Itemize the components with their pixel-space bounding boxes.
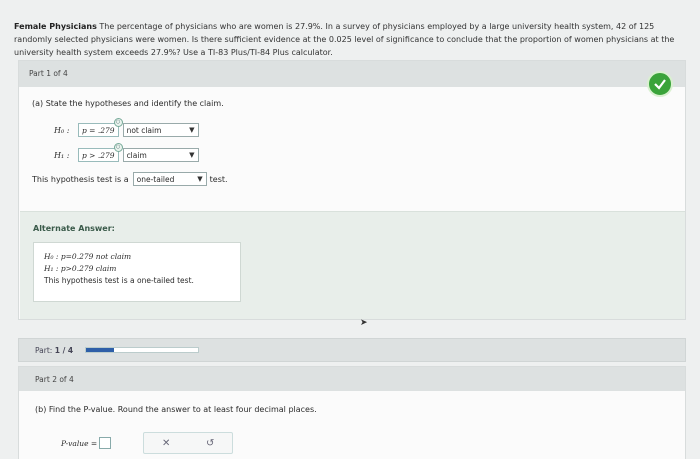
alternative-hypothesis-expression[interactable]: p > .279 ○ bbox=[78, 148, 119, 162]
pvalue-row bbox=[61, 432, 669, 454]
part-1-header: Part 1 of 4 bbox=[19, 61, 685, 87]
alternate-answer-box bbox=[33, 242, 241, 302]
alternate-line-2: H₁ : p>0.279 claim bbox=[44, 264, 117, 273]
progress-track bbox=[85, 347, 199, 353]
part-1-card bbox=[18, 60, 686, 320]
pvalue-label: P-value = bbox=[61, 438, 98, 448]
null-hypothesis-expression[interactable]: p = .279 ○ bbox=[78, 123, 119, 137]
problem-statement bbox=[14, 20, 690, 59]
correct-check-icon bbox=[647, 71, 673, 97]
part-2-header: Part 2 of 4 bbox=[19, 367, 685, 391]
tail-select[interactable]: one-tailed ▼ bbox=[133, 172, 207, 186]
alternate-line-1: H₀ : p=0.279 not claim bbox=[44, 252, 132, 261]
dropdown-arrow-icon: ▼ bbox=[189, 151, 195, 159]
part-2-question: (b) Find the P-value. Round the answer to at least four decimal places. bbox=[35, 405, 317, 414]
answer-tools bbox=[143, 432, 233, 454]
alternative-hypothesis-row bbox=[54, 144, 672, 163]
progress-fill bbox=[86, 348, 114, 352]
alternate-answer-title: Alternate Answer: bbox=[33, 224, 115, 233]
alternative-hypothesis-label: H₁ : bbox=[54, 150, 70, 160]
null-hypothesis-label: H₀ : bbox=[54, 125, 70, 135]
dropdown-arrow-icon: ▼ bbox=[197, 175, 203, 183]
pvalue-input[interactable] bbox=[99, 437, 111, 449]
tail-prefix: This hypothesis test is a bbox=[32, 174, 129, 184]
progress-label: Part: 1 / 4 bbox=[35, 345, 74, 355]
problem-text: The percentage of physicians who are women is 27.9%. In a survey of physicians employed by a large university health system, 42 of 125 randomly selected physicians were women. Is there sufficient evidence at the 0.025 level of significance to conclude that the proportion of women physicians at the university health system exceeds 27.9%? Use a TI-83 Plus/TI-84 Plus calculator. bbox=[14, 22, 675, 57]
alternate-line-3: This hypothesis test is a one-tailed test. bbox=[44, 276, 194, 285]
problem-title: Female Physicians bbox=[14, 22, 97, 31]
progress-bar bbox=[18, 338, 686, 362]
tail-row bbox=[32, 172, 672, 186]
alternate-answer-section bbox=[20, 211, 685, 319]
null-hypothesis-row bbox=[54, 119, 672, 138]
null-claim-select[interactable]: not claim ▼ bbox=[123, 123, 199, 137]
part-2-card bbox=[18, 366, 686, 459]
undo-icon[interactable]: ↺ bbox=[206, 437, 215, 449]
edit-badge-icon: ○ bbox=[114, 118, 123, 127]
alternative-claim-select[interactable]: claim ▼ bbox=[123, 148, 199, 162]
x-icon[interactable]: ✕ bbox=[162, 437, 171, 449]
dropdown-arrow-icon: ▼ bbox=[189, 126, 195, 134]
tail-suffix: test. bbox=[209, 174, 228, 184]
part-1-question: (a) State the hypotheses and identify the claim. bbox=[32, 99, 224, 108]
mouse-cursor-icon: ➤ bbox=[360, 318, 368, 328]
edit-badge-icon: ○ bbox=[114, 143, 123, 152]
